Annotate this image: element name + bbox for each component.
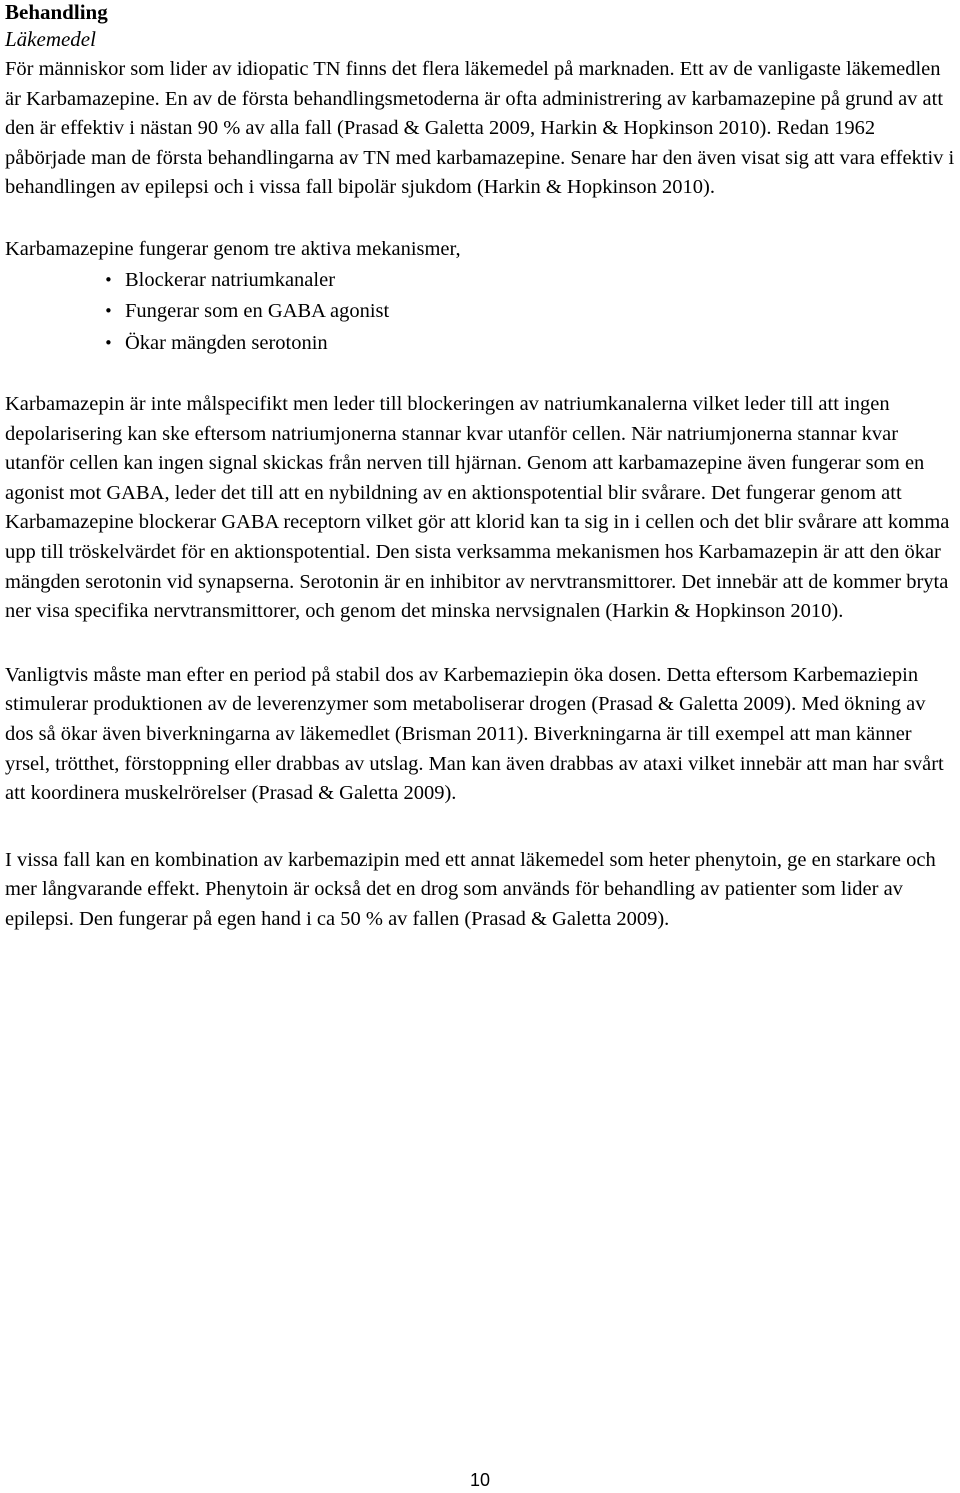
paragraph-combination: I vissa fall kan en kombination av karbemazipin med ett annat läkemedel som heter phenytoin, ge en starkare och mer långvarande effekt. Phenytoin är också det en drog som används för behandling av patienter som lider av epilepsi. Den fungerar på egen hand i ca 50 % av fallen (Prasad & Galetta 2009). — [5, 848, 936, 930]
bullet-icon: • — [104, 302, 113, 321]
mechanism-list — [5, 265, 955, 360]
list-item-text: Fungerar som en GABA agonist — [125, 300, 390, 323]
paragraph-intro: För människor som lider av idiopatic TN finns det flera läkemedel på marknaden. Ett av de vanligaste läkemedlen är Karbamazepine. En av de första behandlingsmetoderna är ofta administrering av karbamazepine på grund av att den är effektiv i nästan 90 % av alla fall (Prasad & Galetta 2009, Harkin & Hopkinson 2010). Redan 1962 påbörjade man de första behandlingarna av TN med karbamazepine. Senare har den även visat sig att vara effektiv i behandlingen av epilepsi och i vissa fall bipolär sjukdom (Harkin & Hopkinson 2010). — [5, 58, 955, 199]
bullet-icon: • — [104, 333, 113, 352]
page-number: 10 — [469, 1470, 491, 1490]
section-subheading: Läkemedel — [5, 27, 96, 51]
list-item — [5, 328, 955, 360]
list-item-text: Blockerar natriumkanaler — [125, 268, 336, 291]
paragraph-mechanism-detail: Karbamazepin är inte målspecifikt men leder till blockeringen av natriumkanalerna vilket leder till att ingen depolarisering kan ske eftersom natriumjonerna stannar kvar utanför cellen. När natriumjonerna stannar kvar utanför cellen kan ingen signal skickas från nerven till hjärnan. Genom att karbamazepine även fungerar som en agonist mot GABA, leder det till att en nybildning av en aktionspotential blir svårare. Det fungerar genom att Karbamazepine blockerar GABA receptorn vilket gör att klorid kan ta sig in i cellen och det blir svårare att komma upp till tröskelvärdet för en aktionspotential. Den sista verksamma mekanismen hos Karbamazepin är att den ökar mängden serotonin vid synapserna. Serotonin är en inhibitor av nervtransmittorer. Det innebär att de kommer bryta ner visa specifika nervtransmittorer, och genom det minska nervsignalen (Harkin & Hopkinson 2010). — [5, 393, 950, 623]
list-item-text: Ökar mängden serotonin — [125, 331, 328, 354]
list-item — [5, 265, 955, 297]
document-page — [5, 0, 955, 935]
list-item — [5, 296, 955, 328]
paragraph-mechanisms-intro: Karbamazepine fungerar genom tre aktiva mekanismer, — [5, 237, 461, 260]
section-heading: Behandling — [5, 0, 108, 24]
bullet-icon: • — [104, 270, 113, 289]
paragraph-dosage: Vanligtvis måste man efter en period på stabil dos av Karbemaziepin öka dosen. Detta eftersom Karbemaziepin stimulerar produktionen av de leverenzymer som metaboliserar drogen (Prasad & Galetta 2009). Med ökning av dos så ökar även biverkningarna av läkemedlet (Brisman 2011). Biverkningarna är till exempel att man känner yrsel, trötthet, förstoppning eller drabbas av utslag. Man kan även drabbas av ataxi vilket innebär att man har svårt att koordinera muskelrörelser (Prasad & Galetta 2009). — [5, 663, 944, 805]
